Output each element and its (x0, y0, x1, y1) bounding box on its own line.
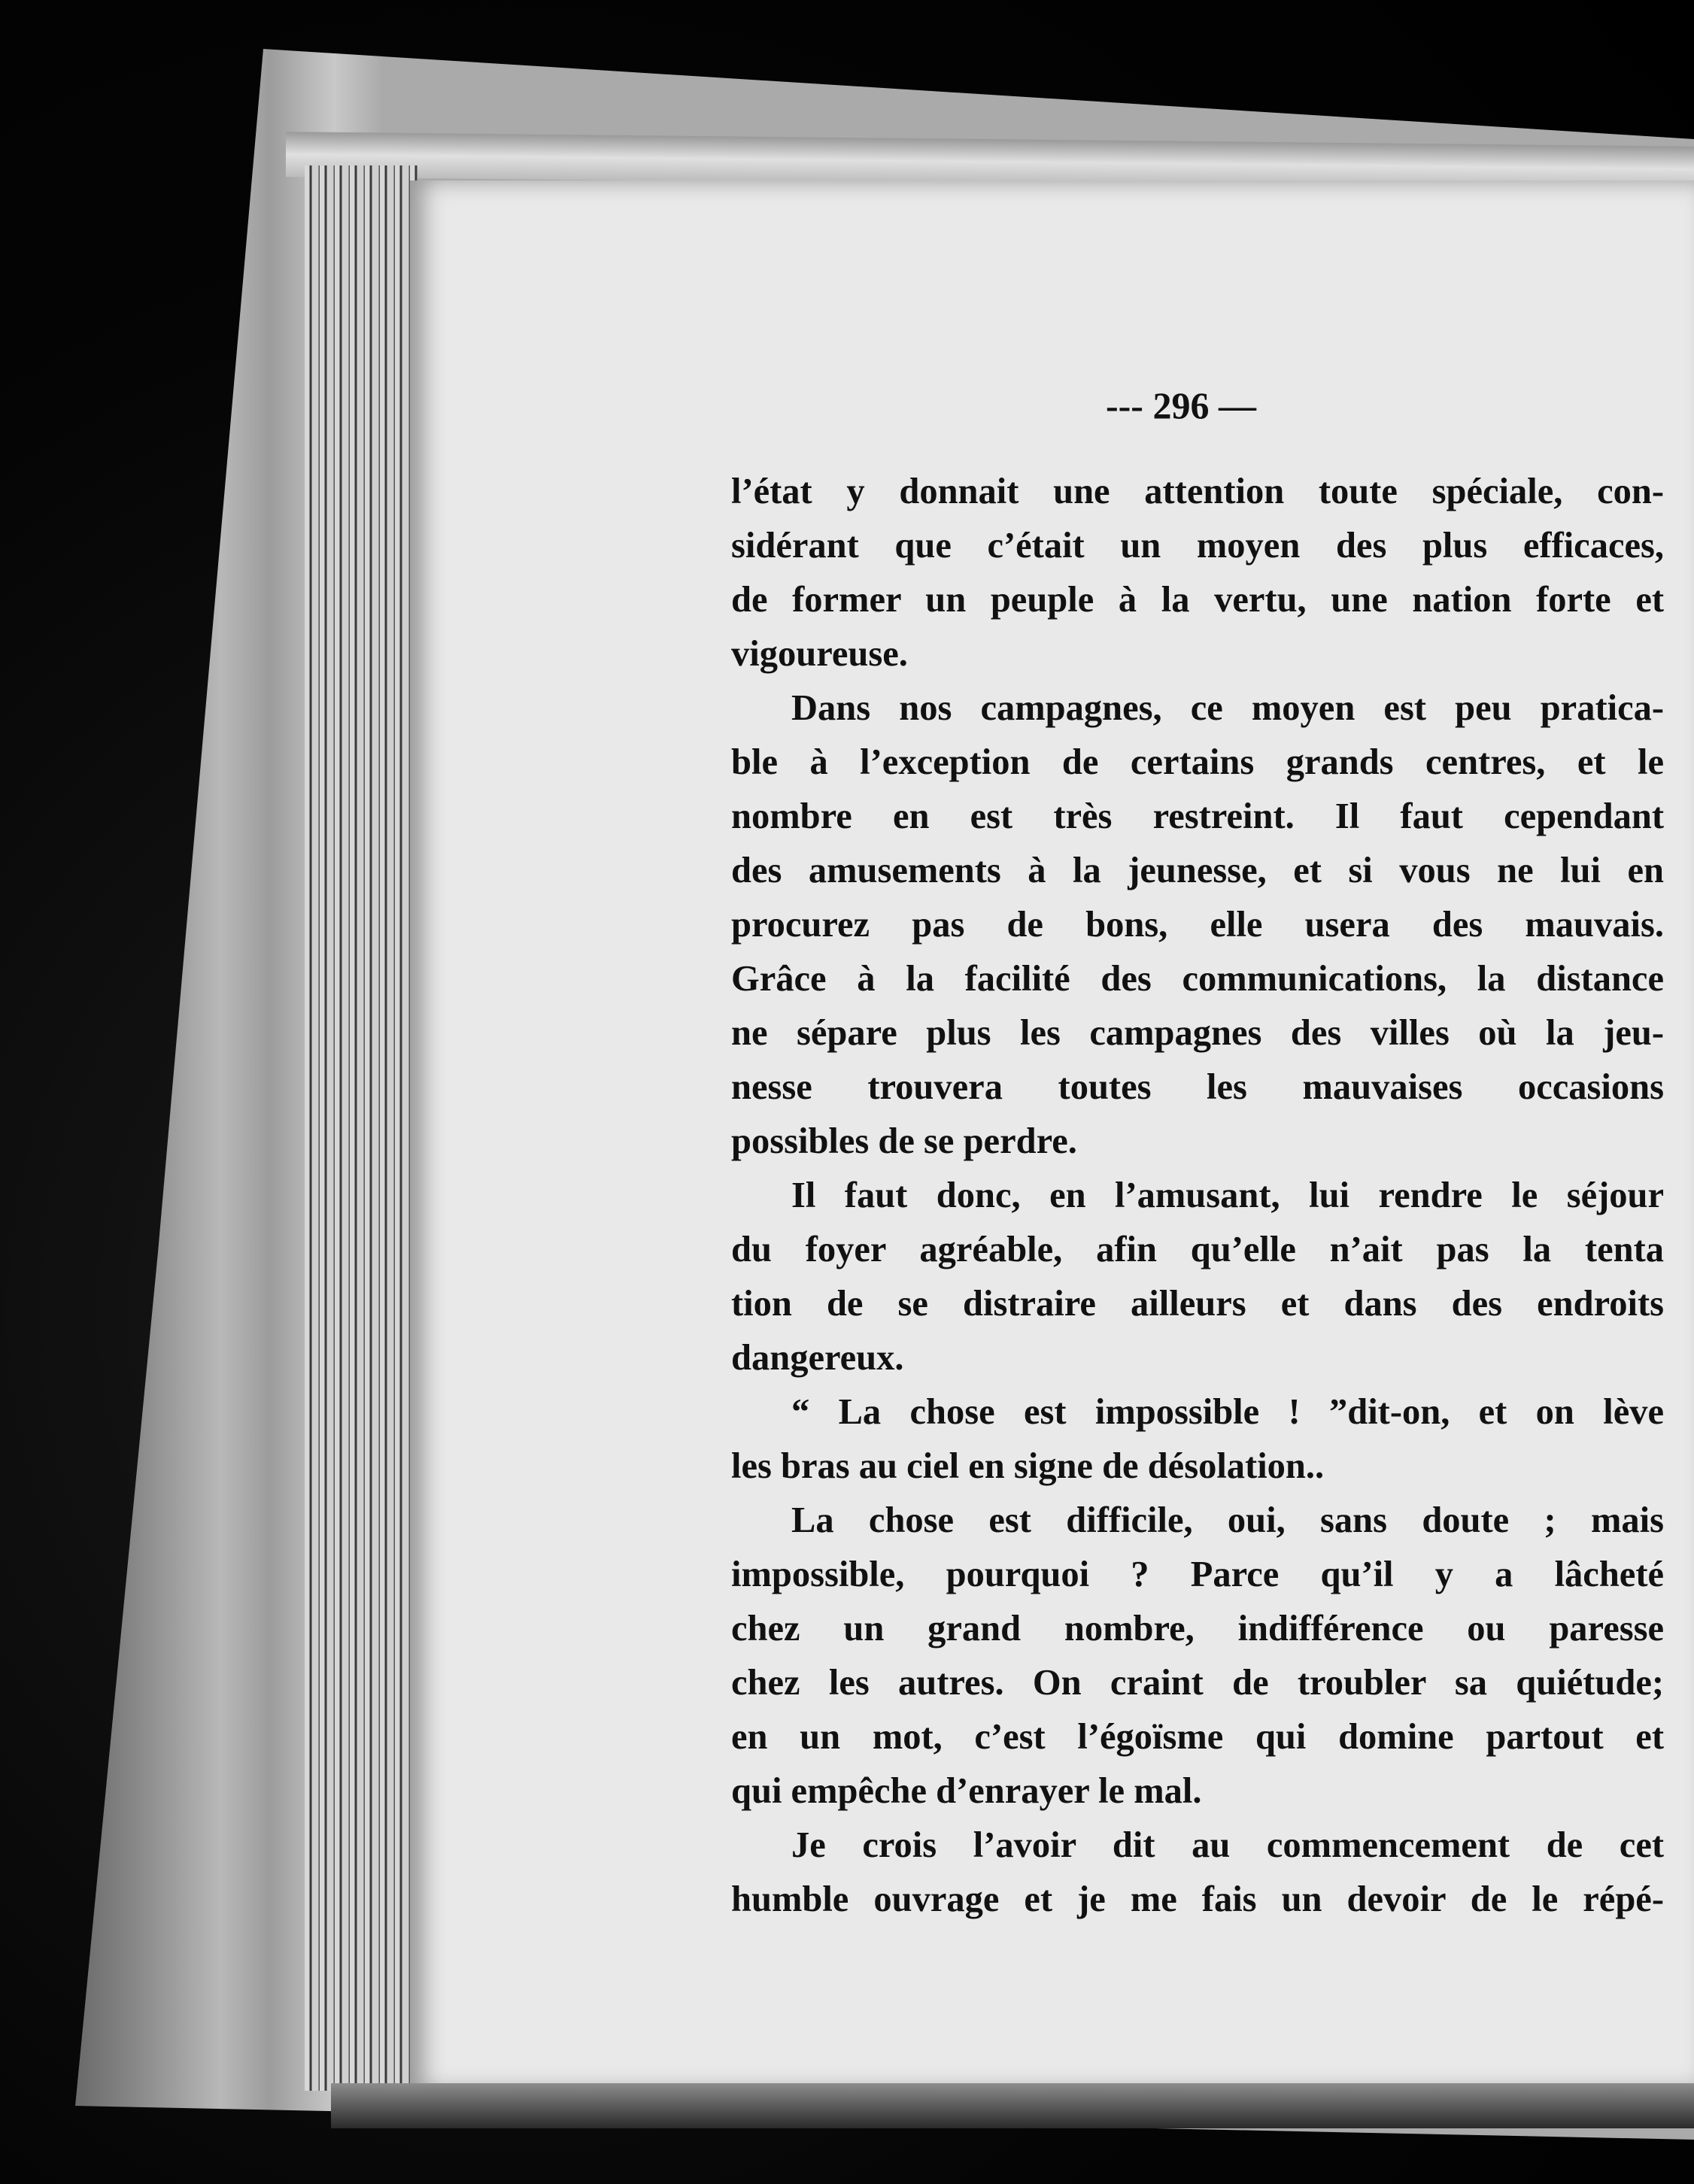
page-number: --- 296 — (1106, 384, 1256, 426)
text-line: Grâce à la facilité des communications, la distance (731, 959, 1664, 999)
text-line: du foyer agréable, afin qu’elle n’ait pas la tenta (731, 1230, 1664, 1269)
text-line: ne sépare plus les campagnes des villes où la jeu- (731, 1013, 1664, 1053)
text-line: tion de se distraire ailleurs et dans des endroits (731, 1284, 1664, 1324)
text-line: les bras au ciel en signe de désolation.. (731, 1446, 1325, 1486)
text-line: dangereux. (731, 1338, 904, 1378)
text-line: Dans nos campagnes, ce moyen est peu pratica- (791, 688, 1664, 728)
text-line: possibles de se perdre. (731, 1121, 1077, 1161)
text-line: Je crois l’avoir dit au commencement de cet (791, 1825, 1664, 1865)
text-line: nesse trouvera toutes les mauvaises occasions (731, 1067, 1664, 1107)
page-stack-edges (305, 165, 417, 2091)
text-line: vigoureuse. (731, 634, 908, 674)
text-line: l’état y donnait une attention toute spéciale, con- (731, 472, 1664, 511)
text-line: chez un grand nombre, indifférence ou paresse (731, 1609, 1664, 1649)
text-line: impossible, pourquoi ? Parce qu’il y a lâcheté (731, 1555, 1664, 1594)
text-line: La chose est difficile, oui, sans doute ; mais (791, 1500, 1664, 1540)
text-line: ble à l’exception de certains grands centres, et le (731, 742, 1664, 782)
text-line: des amusements à la jeunesse, et si vous ne lui en (731, 851, 1664, 890)
text-line: procurez pas de bons, elle usera des mauvais. (731, 905, 1664, 945)
text-line: nombre en est très restreint. Il faut cependant (731, 796, 1664, 836)
page-bottom-edge (331, 2083, 1694, 2128)
text-line: en un mot, c’est l’égoïsme qui domine partout et (731, 1717, 1664, 1757)
text-line: Il faut donc, en l’amusant, lui rendre le séjour (791, 1175, 1664, 1215)
text-line: “ La chose est impossible ! ”dit-on, et on lève (791, 1392, 1664, 1432)
text-line: humble ouvrage et je me fais un devoir de le répé- (731, 1879, 1664, 1919)
page-body-text (731, 465, 1664, 1927)
text-line: chez les autres. On craint de troubler sa quiétude; (731, 1663, 1664, 1703)
text-line: sidérant que c’était un moyen des plus efficaces, (731, 526, 1664, 566)
text-line: qui empêche d’enrayer le mal. (731, 1771, 1202, 1811)
text-line: de former un peuple à la vertu, une nation forte et (731, 580, 1664, 620)
